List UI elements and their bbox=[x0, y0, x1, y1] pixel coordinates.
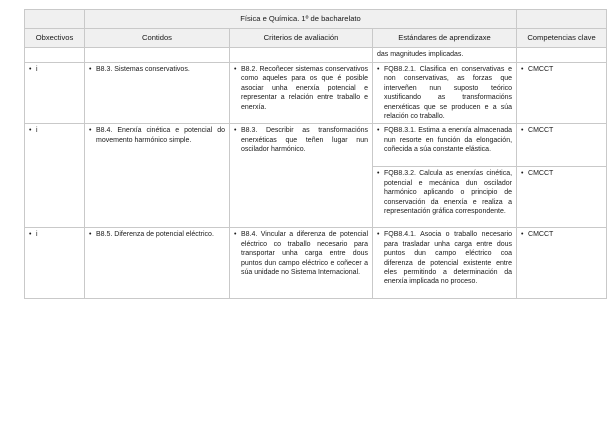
continuation-text: das magnitudes implicadas. bbox=[373, 48, 517, 63]
table-row bbox=[25, 63, 607, 124]
competence-cell: • CMCCT bbox=[517, 63, 607, 124]
table-row bbox=[25, 124, 607, 167]
content-cell: • B8.5. Diferenza de potencial eléctrico. bbox=[85, 228, 230, 299]
competence-cell: • CMCCT bbox=[517, 124, 607, 167]
standard-cell: • FQB8.2.1. Clasifica en conservativas e non conservativas, as forzas que interveñen nun suposto teórico xustificando as transformacións enerxéticas que se producen e a súa relación co traballo. bbox=[373, 63, 517, 124]
header-criterios: Criterios de avaliación bbox=[230, 29, 373, 48]
competence-cell: • CMCCT bbox=[517, 167, 607, 228]
criterion-cell: • B8.2. Recoñecer sistemas conservativos como aqueles para os que é posible asociar unha enerxía potencial e representar a relación entre traballo e enerxía. bbox=[230, 63, 373, 124]
header-estandares: Estándares de aprendizaxe bbox=[373, 29, 517, 48]
standard-cell: • FQB8.4.1. Asocia o traballo necesario para trasladar unha carga entre dous puntos dun campo eléctrico coa diferenza de potencial existente entre eles permitindo a determinación da enerxía implicada no proceso. bbox=[373, 228, 517, 299]
header-row bbox=[25, 29, 607, 48]
competence-cell: • CMCCT bbox=[517, 228, 607, 299]
criterion-cell: • B8.4. Vincular a diferenza de potencial eléctrico co traballo necesario para transportar unha carga entre dous puntos dun campo eléctrico e coñecer a súa unidade no Sistema Internacional. bbox=[230, 228, 373, 299]
header-obxectivos: Obxectivos bbox=[25, 29, 85, 48]
blank-corner-cell bbox=[25, 10, 85, 29]
header-competencias: Competencias clave bbox=[517, 29, 607, 48]
objective-cell: • i bbox=[25, 228, 85, 299]
objective-cell: • i bbox=[25, 63, 85, 124]
blank-corner-cell bbox=[517, 10, 607, 29]
objective-cell: • i bbox=[25, 124, 85, 228]
content-cell: • B8.4. Enerxía cinética e potencial do movemento harmónico simple. bbox=[85, 124, 230, 228]
table-title: Física e Química. 1º de bacharelato bbox=[85, 10, 517, 29]
title-row bbox=[25, 10, 607, 29]
standard-cell: • FQB8.3.1. Estima a enerxía almacenada nun resorte en función da elongación, coñecida a súa constante elástica. bbox=[373, 124, 517, 167]
continuation-row bbox=[25, 48, 607, 63]
header-contidos: Contidos bbox=[85, 29, 230, 48]
criterion-cell: • B8.3. Describir as transformacións enerxéticas que teñen lugar nun oscilador harmónico. bbox=[230, 124, 373, 228]
content-cell: • B8.3. Sistemas conservativos. bbox=[85, 63, 230, 124]
standard-cell: • FQB8.3.2. Calcula as enerxías cinética, potencial e mecánica dun oscilador harmónico aplicando o principio de conservación da enerxía e realiza a representación gráfica correspondente. bbox=[373, 167, 517, 228]
curriculum-table bbox=[24, 9, 607, 299]
table-row bbox=[25, 228, 607, 299]
